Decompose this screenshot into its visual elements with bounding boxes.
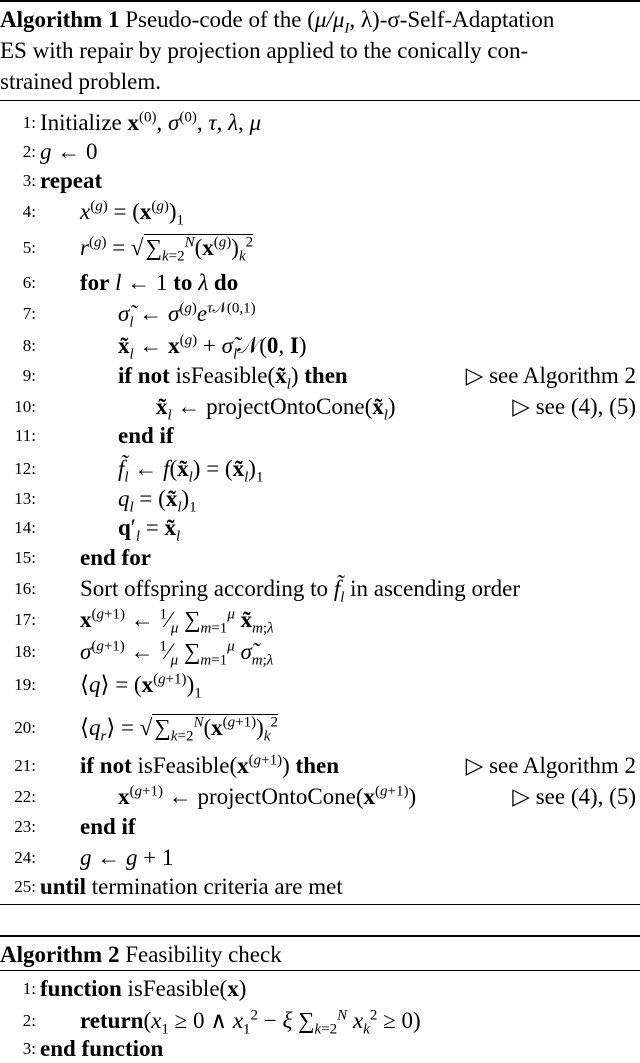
line-number: 21: (14, 756, 36, 775)
algorithm-line (0, 843, 640, 872)
line-code: $return(x_1 \ge 0$ ∧ $x_1^2 - \xi$ $\sum_{k=2}^N$ $x_k^2 \ge 0$) (80, 1007, 421, 1038)
line-number: 2: (22, 1011, 36, 1030)
algorithm-line (0, 166, 640, 195)
algorithm-line (0, 197, 640, 229)
algorithm2-label: Algorithm 2 (0, 942, 120, 967)
line-number: 6: (22, 273, 36, 292)
line-number: 16: (14, 579, 36, 598)
line-number: 7: (22, 304, 36, 323)
line-code: $x^{(g+1)}$ ← $projectOntoCone(x^{(g+1)})$ (118, 783, 417, 809)
line-code: $\sigma^{(g+1)}$ ← $^1⁄_\mu$ $\sum_{m=1}^\mu$ $\sigmã_{m;\lambda}$ (80, 638, 274, 669)
algorithm-line (0, 137, 640, 166)
line-code: $r^{(g)} = √\sum_{k=2}^N(x^{(g)})_k^2$ (80, 234, 254, 265)
line-code: function isFeasible(x) (40, 976, 247, 1001)
caption-mu-over-mu: μ/μ (314, 7, 345, 32)
line-number: 15: (14, 548, 36, 567)
algorithm2-caption-text: Feasibility check (125, 942, 282, 967)
line-code: repeat (40, 168, 103, 193)
line-number: 2: (22, 142, 36, 161)
algorithm2-header-rule (0, 970, 640, 971)
line-code: $⟨q_r⟩ = √\sum_{k=2}^N(x^{(g+1)})_k^2$ (80, 714, 278, 745)
algorithm1-header-rule (0, 100, 640, 101)
algorithm-line (0, 974, 640, 1003)
caption-text-d: , λ)-σ-Self-Adaptation (349, 7, 555, 32)
algorithm-line (0, 812, 640, 841)
line-number: 12: (14, 459, 36, 478)
line-code: $\sigmã_l$ ← $\sigma^{(g)}e^{\tau 𝒩(0,1)}$ (118, 300, 256, 331)
line-number: 3: (22, 1039, 36, 1058)
line-code: g ← g + 1 (80, 845, 174, 870)
line-code: $x̃_l$ ← $x^{(g)}$ + $\sigmã_l𝒩(0$, I) (118, 332, 307, 363)
algorithm-line (0, 1006, 640, 1038)
line-comment: ▷ see Algorithm 2 (465, 363, 636, 388)
line-code: if not $isFeasible(x^{(g+1)})$ then (80, 752, 339, 778)
line-comment: ▷ see (4), (5) (512, 394, 636, 419)
line-code: until termination criteria are met (40, 874, 343, 899)
algorithm-line (0, 454, 640, 486)
algorithm-line (0, 108, 640, 137)
line-number: 3: (22, 171, 36, 190)
algorithm-line (0, 670, 640, 702)
algorithm-line (0, 484, 640, 516)
algorithm-line (0, 637, 640, 669)
line-code: end if (118, 423, 174, 448)
algorithm1-caption-line1 (0, 4, 640, 35)
algorithm-line (0, 268, 640, 297)
line-number: 1: (22, 113, 36, 132)
algorithm-line (0, 331, 640, 363)
algorithm-line (0, 299, 640, 331)
algorithm1-caption (0, 4, 640, 97)
algorithm-line (0, 751, 640, 780)
algorithm-line (0, 392, 640, 424)
algorithm2-top-rule (0, 935, 640, 937)
line-code: $x^{(g+1)}$ ← $^1⁄_\mu$ $\sum_{m=1}^\mu$ $x̃_{m;\lambda}$ (80, 606, 274, 637)
line-number: 18: (14, 642, 36, 661)
line-code: g ← 0 (40, 139, 98, 164)
algorithm-line (0, 782, 640, 811)
algorithm1-caption-line3: strained problem. (0, 69, 161, 94)
algorithm-line (0, 543, 640, 572)
line-code: $q'_l$ = $x̃_l$ (118, 515, 181, 545)
line-code: for l ← 1 to λ do (80, 270, 239, 295)
line-code: Initialize $x^{(0)}$, $\sigma^{(0)}$, τ, λ, μ (40, 109, 262, 135)
line-number: 10: (14, 397, 36, 416)
line-number: 5: (22, 238, 36, 257)
line-number: 8: (22, 336, 36, 355)
algorithm-line (0, 233, 640, 265)
algorithm1-label: Algorithm 1 (0, 7, 120, 32)
algorithm-line (0, 574, 640, 606)
line-code: Sort offspring according to $f̃_l$ in ascending order (80, 576, 521, 606)
line-number: 4: (22, 202, 36, 221)
line-code: end for (80, 545, 151, 570)
line-comment: ▷ see (4), (5) (512, 784, 636, 809)
line-number: 14: (14, 518, 36, 537)
algorithm2-caption (0, 939, 640, 970)
line-code: if not $isFeasible(x̃_l)$ then (118, 363, 348, 393)
algorithm-line (0, 1034, 640, 1063)
algorithm1-bottom-rule (0, 904, 640, 905)
line-number: 20: (14, 718, 36, 737)
algorithm-line (0, 872, 640, 901)
caption-text-a: Pseudo-code of the ( (125, 7, 315, 32)
line-comment: ▷ see Algorithm 2 (465, 753, 636, 778)
line-code: $x̃_l$ ← $projectOntoCone(x̃_l)$ (156, 394, 396, 424)
line-code: end if (80, 814, 136, 839)
line-code: end function (40, 1036, 164, 1061)
line-code: $f̃_l$ ← $f(x̃_l)$ = $(x̃_l)_1$ (118, 456, 264, 486)
algorithm-line (0, 713, 640, 745)
line-number: 25: (14, 877, 36, 896)
algorithm-line (0, 421, 640, 450)
algorithm1-caption-line2: ES with repair by projection applied to the conically con- (0, 38, 529, 63)
line-number: 9: (22, 366, 36, 385)
line-code: $q_l$ = $(x̃_l)_1$ (118, 486, 197, 516)
line-number: 17: (14, 610, 36, 629)
line-number: 1: (22, 979, 36, 998)
line-code: ⟨q⟩ = $(x^{(g+1)})_1$ (80, 671, 202, 702)
line-number: 22: (14, 787, 36, 806)
algorithm-line (0, 361, 640, 393)
line-code: $x^{(g)} = (x^{(g)})_1$ (80, 198, 185, 229)
algorithm-line (0, 605, 640, 637)
line-number: 24: (14, 848, 36, 867)
line-number: 13: (14, 489, 36, 508)
line-number: 23: (14, 817, 36, 836)
caption-mu-subscript: I (344, 20, 350, 37)
line-number: 19: (14, 675, 36, 694)
line-number: 11: (14, 426, 36, 445)
algorithm1-top-rule (0, 0, 640, 2)
algorithm-line (0, 513, 640, 545)
